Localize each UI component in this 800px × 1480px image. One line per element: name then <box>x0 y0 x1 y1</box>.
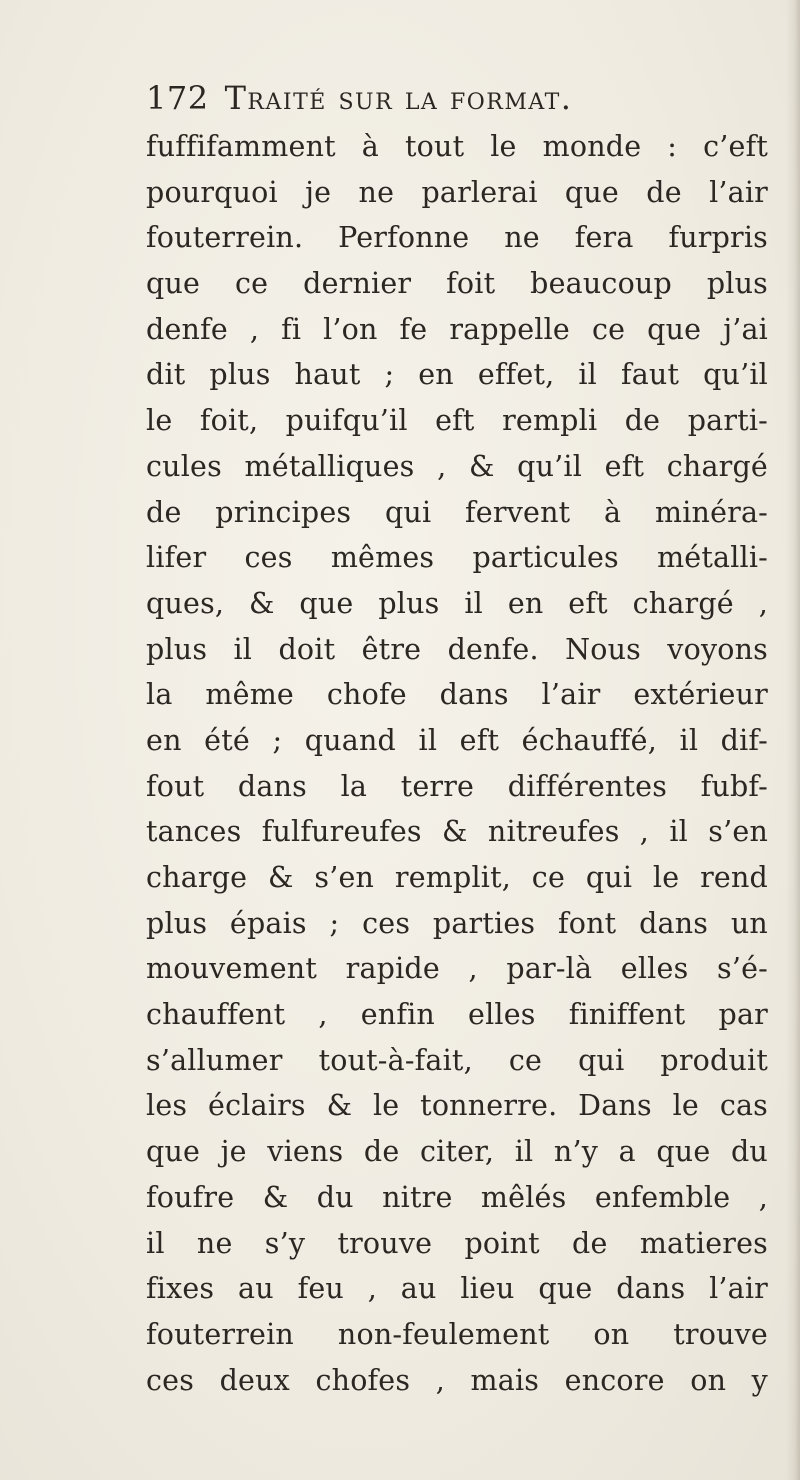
text-line: les éclairs & le tonnerre. Dans le cas <box>146 1089 768 1123</box>
text-line: plus épais ; ces parties font dans un <box>146 906 768 940</box>
text-line: denfe , fi l’on fe rappelle ce que j’ai <box>146 312 768 346</box>
page-header <box>146 78 766 118</box>
text-line: fouterrein non-feulement on trouve <box>146 1317 768 1351</box>
text-line: charge & s’en remplit, ce qui le rend <box>146 861 768 894</box>
text-line: que ce dernier foit beaucoup plus <box>146 267 768 301</box>
running-title: Traité sur la format. <box>224 79 573 117</box>
text-line: ques, & que plus il en eft chargé , <box>146 586 768 620</box>
text-line: fouterrein. Perfonne ne fera furpris <box>146 221 768 255</box>
text-line: en été ; quand il eft échauffé, il dif- <box>146 723 768 757</box>
text-line: foufre & du nitre mêlés enfemble , <box>146 1180 768 1214</box>
text-line: lifer ces mêmes particules métalli- <box>146 541 768 575</box>
text-line: de principes qui fervent à minéra- <box>146 495 768 529</box>
page-number: 172 <box>146 79 209 117</box>
page-edge-shadow <box>786 0 800 1480</box>
text-line: fout dans la terre différentes fubf- <box>146 769 768 803</box>
body-text <box>146 124 768 1403</box>
text-line: cules métalliques , & qu’il eft chargé <box>146 449 768 483</box>
text-line: chauffent , enfin elles finiffent par <box>146 998 768 1032</box>
text-line: ces deux chofes , mais encore on y <box>146 1363 768 1397</box>
text-line: la même chofe dans l’air extérieur <box>146 678 768 712</box>
text-line: que je viens de citer, il n’y a que du <box>146 1135 768 1169</box>
text-line: dit plus haut ; en effet, il faut qu’il <box>146 358 768 392</box>
text-line: mouvement rapide , par-là elles s’é- <box>146 952 768 986</box>
text-line: s’allumer tout-à-fait, ce qui produit <box>146 1043 768 1077</box>
text-line: il ne s’y trouve point de matieres <box>146 1226 768 1260</box>
text-line: fixes au feu , au lieu que dans l’air <box>146 1272 768 1306</box>
text-line: fuffifamment à tout le monde : c’eft <box>146 130 768 163</box>
text-line: plus il doit être denfe. Nous voyons <box>146 632 768 666</box>
text-line: le foit, puifqu’il eft rempli de parti- <box>146 404 768 438</box>
text-line: tances fulfureufes & nitreufes , il s’en <box>146 815 768 849</box>
text-line: pourquoi je ne parlerai que de l’air <box>146 175 768 209</box>
